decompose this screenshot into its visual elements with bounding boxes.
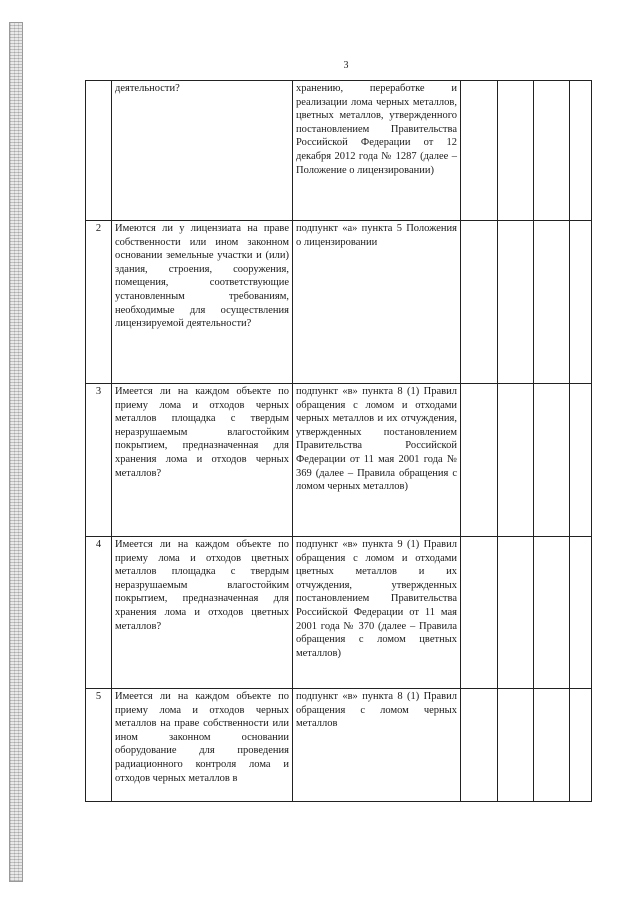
answer-cell [461,537,498,689]
question-cell: Имеется ли на каждом объекте по приему лома и отходов черных металлов на праве собственности или ином законном основании оборудование для проведения радиационного контроля лома и отходов черных металлов в [112,689,293,802]
scan-binding-strip [9,22,23,882]
row-number: 2 [86,221,112,384]
answer-cell [534,221,570,384]
row-number: 4 [86,537,112,689]
checklist-table [85,80,592,802]
note-cell [570,384,592,537]
answer-cell [461,689,498,802]
table-row [86,689,592,802]
answer-cell [461,221,498,384]
question-cell: Имеется ли на каждом объекте по приему лома и отходов черных металлов площадка с твердым неразрушаемым влагостойким покрытием, предназначенная для хранения лома и отходов черных металлов? [112,384,293,537]
reference-cell: хранению, переработке и реализации лома черных металлов, цветных металлов, утвержденного постановлением Правительства Российской Федерации от 12 декабря 2012 года № 1287 (далее – Положение о лицензировании) [293,81,461,221]
row-number: 5 [86,689,112,802]
table-row [86,81,592,221]
answer-cell [498,689,534,802]
answer-cell [461,81,498,221]
table-row [86,537,592,689]
answer-cell [534,384,570,537]
note-cell [570,221,592,384]
reference-cell: подпункт «в» пункта 8 (1) Правил обращения с ломом черных металлов [293,689,461,802]
question-cell: Имеются ли у лицензиата на праве собственности или ином законном основании земельные участки и (или) здания, строения, сооружения, помещения, соответствующие установленным требованиям, необходимые для осуществления лицензируемой деятельности? [112,221,293,384]
question-cell: деятельности? [112,81,293,221]
question-cell: Имеется ли на каждом объекте по приему лома и отходов цветных металлов площадка с твердым неразрушаемым влагостойким покрытием, предназначенная для хранения лома и отходов цветных металлов? [112,537,293,689]
row-number: 3 [86,384,112,537]
answer-cell [534,689,570,802]
answer-cell [498,384,534,537]
answer-cell [461,384,498,537]
reference-cell: подпункт «а» пункта 5 Положения о лицензировании [293,221,461,384]
note-cell [570,81,592,221]
reference-cell: подпункт «в» пункта 9 (1) Правил обращения с ломом и отходами цветных металлов и их отчуждения, утвержденных постановлением Правительства Российской Федерации от 11 мая 2001 года № 370 (далее – Правила обращения с ломом цветных металлов) [293,537,461,689]
answer-cell [498,81,534,221]
answer-cell [534,81,570,221]
note-cell [570,689,592,802]
row-number [86,81,112,221]
answer-cell [534,537,570,689]
answer-cell [498,537,534,689]
table-row [86,384,592,537]
table-row [86,221,592,384]
reference-cell: подпункт «в» пункта 8 (1) Правил обращения с ломом и отходами черных металлов и их отчуждения, утвержденных постановлением Правительства Российской Федерации от 11 мая 2001 года № 369 (далее – Правила обращения с ломом черных металлов) [293,384,461,537]
note-cell [570,537,592,689]
page-number: 3 [343,60,349,71]
answer-cell [498,221,534,384]
